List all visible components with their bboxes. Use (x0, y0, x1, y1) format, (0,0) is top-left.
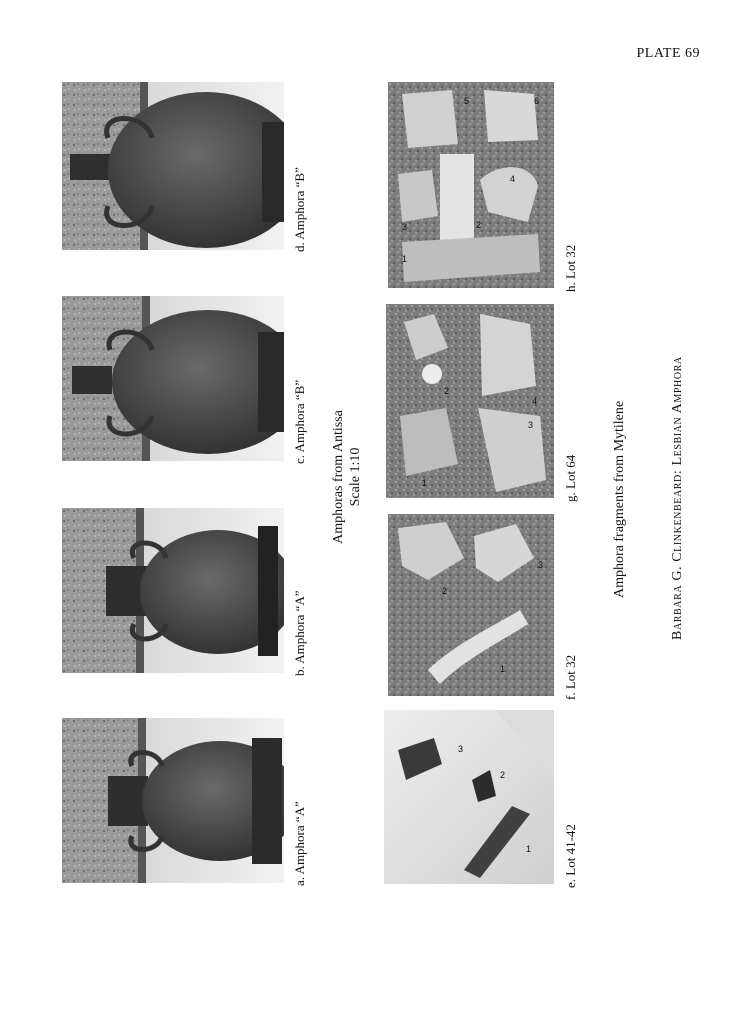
caption-panel-f: f. Lot 32 (563, 654, 578, 700)
plate-number: PLATE 69 (636, 46, 700, 61)
photo-fragments-lot-41-42 (384, 710, 554, 884)
fragment-number: 3 (458, 744, 464, 754)
fragment-number: 1 (526, 844, 532, 854)
mytilene-caption: Amphora fragments from Mytilene (612, 400, 627, 598)
caption-panel-c: c. Amphora “B” (292, 379, 307, 464)
photo-fragments-lot-32-f (388, 514, 554, 696)
photo-amphora-a-view-b (62, 508, 284, 673)
photo-fragments-lot-64 (386, 304, 554, 498)
author-running-head: Barbara G. Clinkenbeard: Lesbian Amphora (670, 356, 685, 640)
fragment-number: 2 (442, 586, 448, 596)
photo-fragments-lot-32-h (388, 82, 554, 288)
fragment-number: 6 (534, 96, 540, 106)
fragment-number: 3 (402, 222, 408, 232)
fragment-number: 2 (476, 220, 482, 230)
caption-panel-h: h. Lot 32 (563, 244, 578, 292)
caption-panel-b: b. Amphora “A” (292, 590, 307, 676)
photo-amphora-b-view-c (62, 296, 284, 461)
fragment-number: 2 (500, 770, 506, 780)
antissa-caption (330, 392, 364, 562)
fragment-number: 4 (532, 396, 538, 406)
caption-panel-g: g. Lot 64 (563, 454, 578, 502)
caption-panel-e: e. Lot 41-42 (563, 824, 578, 888)
fragment-number: 3 (538, 560, 544, 570)
caption-panel-d: d. Amphora “B” (292, 167, 307, 252)
fragment-number: 4 (510, 174, 516, 184)
fragment-number: 3 (528, 420, 534, 430)
antissa-scale: Scale 1:10 (348, 447, 363, 507)
fragment-number: 1 (422, 478, 428, 488)
fragment-number: 5 (464, 96, 470, 106)
fragment-number: 1 (500, 664, 506, 674)
photo-amphora-a-view-a (62, 718, 284, 883)
fragment-number: 2 (444, 386, 450, 396)
antissa-title: Amphoras from Antissa (331, 410, 346, 544)
caption-panel-a: a. Amphora “A” (292, 801, 307, 886)
photo-amphora-b-view-d (62, 82, 284, 250)
fragment-number: 1 (402, 254, 408, 264)
